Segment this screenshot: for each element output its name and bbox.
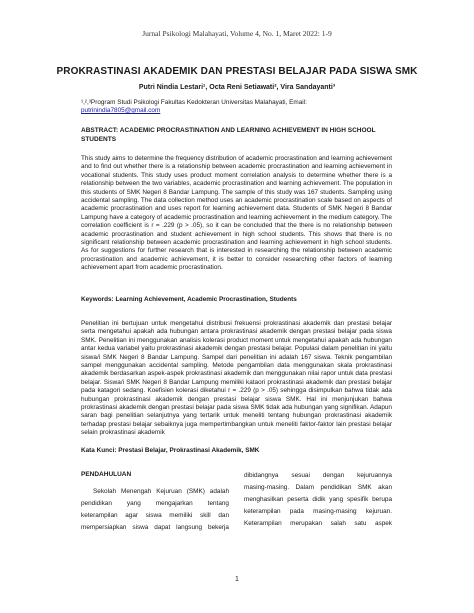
body-line: Keterampilan merupakan salah satu aspek xyxy=(244,520,392,527)
body-line: dibidangnya sesuai dengan kejuruannya xyxy=(244,472,392,479)
abstract-text: This study aims to determine the frequency distribution of academic procrastination and learning achievement and to find out whether there is a relationship between academic procrastination and learning achievement in vocational students. This study uses product moment correlation analysis to determine whether there is a relationship between the two variables, academic procrastination and learning achievement. The population in this students of SMK Negeri 8 Bandar Lampung. The sample of this study was 167 students. Sampling using accidental sampling. The data collection method uses an academic procrastination scale based on aspects of academic procrastination and uses report for learning achievement data. Students of SMK Negeri 8 Bandar Lampung have a category of academic procrastination and learning achievement in the medium category. The correlation coefficient is r = .229 (p > .05), so it can be concluded that the there is no relationship between academic procrastination and student achievement in high school students. This shows that there is no significant relationship between academic procrastination and learning achievement in high school students. As for suggestions for further research that is interested in researching the relationship between academic procrastination and academic achievement, it is better to consider researching other factors of learning achievement apart from academic procrastination. xyxy=(81,155,392,272)
keywords: Keywords: Learning Achievement, Academic Procrastination, Students xyxy=(81,296,297,303)
body-line: menghasilkan peserta didik yang spesifik berupa xyxy=(244,496,392,503)
affiliation-text: ¹,²,³Program Studi Psikologi Fakultas Kedokteran Universitas Malahayati, Email: xyxy=(81,99,307,106)
body-line: pendidikan yang mengajarkan tentang xyxy=(81,500,229,507)
email-link[interactable]: putrinindia7805@gmail.com xyxy=(81,107,161,115)
body-line: mempersiapkan siswa dapat langsung bekerja xyxy=(81,524,229,531)
journal-header: Jurnal Psikologi Malahayati, Volume 4, No. 1, Maret 2022: 1-9 xyxy=(142,29,332,38)
kata-kunci: Kata Kunci: Prestasi Belajar, Prokrastinasi Akademik, SMK xyxy=(81,447,260,454)
body-line: masing-masing. Dalam pendidikan SMK akan xyxy=(244,484,392,491)
body-line: Sekolah Menengah Kejuruan (SMK) adalah xyxy=(93,488,229,495)
section-heading: PENDAHULUAN xyxy=(81,471,132,478)
affiliation xyxy=(81,99,392,116)
right-column xyxy=(244,470,392,530)
author-list: Putri Nindia Lestari¹, Octa Reni Setiawati², Vira Sandayanti³ xyxy=(138,84,336,91)
page-number: 1 xyxy=(235,576,239,583)
body-line: keterampilan agar siswa memiliki skill dan xyxy=(81,512,229,519)
left-column xyxy=(81,470,229,534)
indonesian-abstract: Penelitian ini bertujuan untuk mengetahui distribusi frekuensi prokrastinasi akademik dan prestasi belajar serta mengetahui apakah ada hubungan antara prokrastinasi akademik dengan prestasi belajar pada siswa SMK. Penelitian ini menggunakan analisis kolerasi product moment untuk mengetahui apakah ada hubungan antar kedua variabel yaitu prokrastinasi akademik dengan prestasi belajar. Populasi dalam penelitian ini yaitu siswa/i SMK Negeri 8 Bandar Lampung. Sampel dari penelitian ini adalah 167 siswa. Teknik pengambilan sampel menggunakan accidental sampling. Metode pengambilan data menggunakan skala prokrastinasi akademik berdasarkan aspek-aspek prokrastinasi akademik dan menggunakan nilai rapor untuk data prestasi belajar. Siswa/i SMK Negeri 8 Bandar Lampung memiliki kataori prokrastinasi akademik dan prestasi belajar pada katagori sedang. Koefisien kolerasi diketahui r = .229 (p > .05) sehingga disimpulkan bahwa tidak ada hubungan prokrastinasi akademik dengan prestasi belajar siswa SMK. Hal ini menjunjukan bahwa prokrastinasi akademik dengan prestasi belajar pada siswa SMK tidak ada hubungan yang signifikan. Adapun saran bagi penelitian selanjutnya yang tertarik untuk meneliti tentang hubungan prokrastinasi akademik terhadap prestasi belajar sebaiknya juga mempertimbangkan untuk meneliti faktor-faktor lain prestasi belajar selain prokrastinasi akademik xyxy=(81,320,392,437)
body-line: keterampilan pada masing-masing kejuruan. xyxy=(244,508,392,515)
paper-title: PROKRASTINASI AKADEMIK DAN PRESTASI BELAJAR PADA SISWA SMK xyxy=(56,66,418,77)
abstract-heading: ABSTRACT: ACADEMIC PROCRASTINATION AND LEARNING ACHIEVEMENT IN HIGH SCHOOL STUDENTS xyxy=(81,127,376,143)
